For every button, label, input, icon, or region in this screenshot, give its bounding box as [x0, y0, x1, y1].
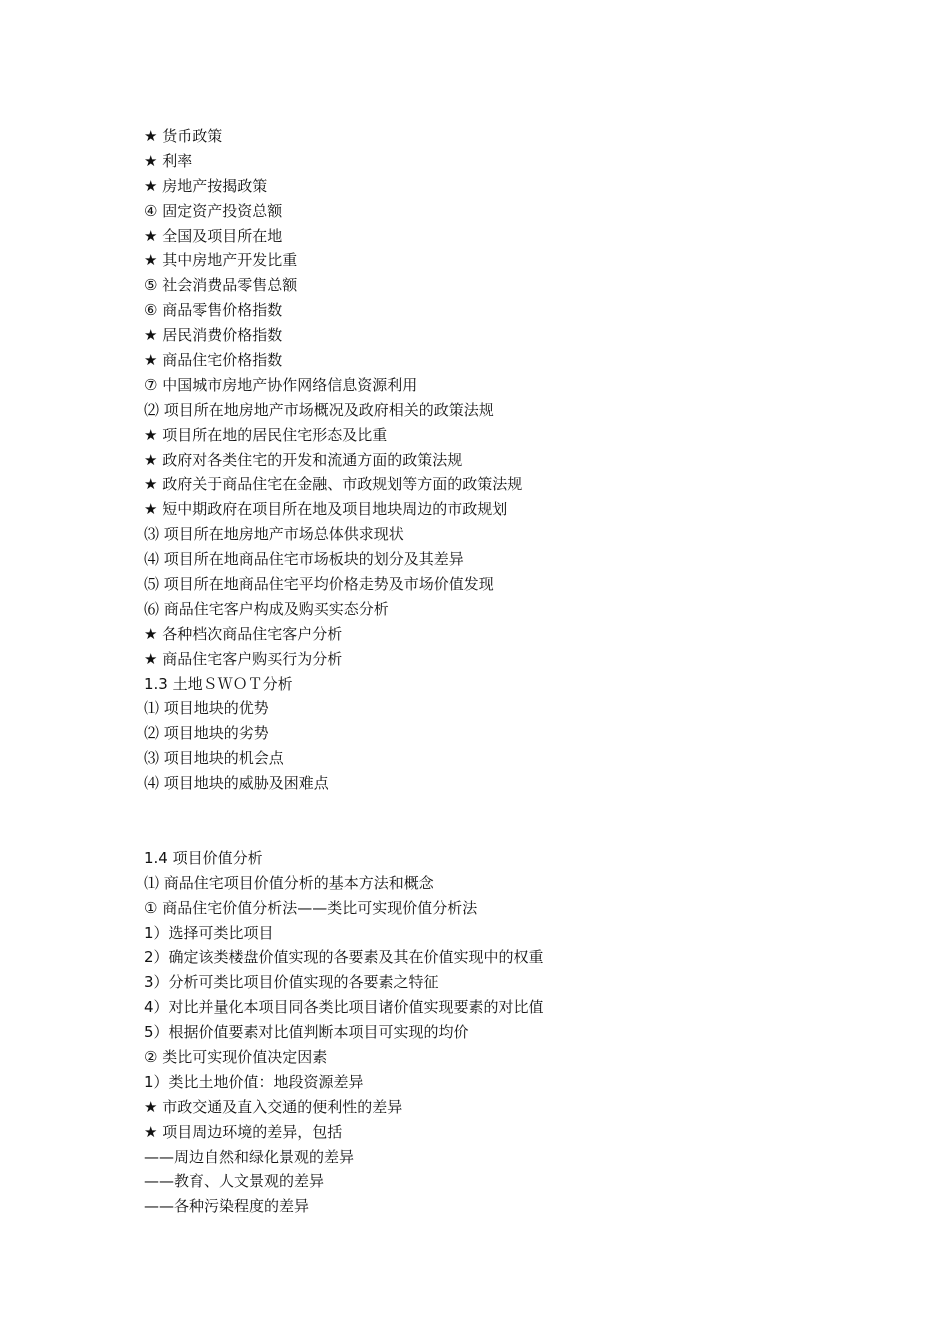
text-line: ——周边自然和绿化景观的差异 [144, 1147, 355, 1166]
text-line: 3）分析可类比项目价值实现的各要素之特征 [144, 973, 439, 992]
text-line: ⑹ 商品住宅客户构成及购买实态分析 [144, 599, 389, 618]
section-market-analysis [144, 124, 844, 796]
text-line: ★ 商品住宅客户购买行为分析 [144, 649, 343, 668]
text-line: 1）选择可类比项目 [144, 923, 274, 942]
text-line: ⑶ 项目所在地房地产市场总体供求现状 [144, 525, 404, 544]
text-line: ★ 政府关于商品住宅在金融、市政规划等方面的政策法规 [144, 475, 523, 494]
text-line: ★ 商品住宅价格指数 [144, 351, 283, 370]
text-line: ⑴ 项目地块的优势 [144, 699, 269, 718]
text-line: ★ 利率 [144, 151, 193, 170]
text-line: ⑵ 项目所在地房地产市场概况及政府相关的政策法规 [144, 400, 494, 419]
text-line: ★ 其中房地产开发比重 [144, 251, 298, 270]
text-line: ④ 固定资产投资总额 [144, 201, 283, 220]
text-line: ⑸ 项目所在地商品住宅平均价格走势及市场价值发现 [144, 575, 494, 594]
text-line: ★ 短中期政府在项目所在地及项目地块周边的市政规划 [144, 500, 508, 519]
text-line: ⑦ 中国城市房地产协作网络信息资源利用 [144, 375, 418, 394]
text-line: ★ 货币政策 [144, 127, 223, 145]
text-line: ⑥ 商品零售价格指数 [144, 301, 283, 320]
text-line: ⑤ 社会消费品零售总额 [144, 276, 298, 295]
section-value-analysis [144, 846, 844, 1219]
text-line: 5）根据价值要素对比值判断本项目可实现的均价 [144, 1023, 469, 1042]
document-body [144, 124, 844, 1219]
text-line: ★ 项目周边环境的差异，包括 [144, 1122, 343, 1141]
text-line: ⑶ 项目地块的机会点 [144, 749, 284, 768]
text-line: ⑷ 项目地块的威胁及困难点 [144, 774, 329, 793]
text-line: 4）对比并量化本项目同各类比项目诸价值实现要素的对比值 [144, 998, 544, 1017]
text-line: ★ 房地产按揭政策 [144, 176, 268, 195]
text-line: 2）确定该类楼盘价值实现的各要素及其在价值实现中的权重 [144, 948, 544, 967]
text-line: ★ 居民消费价格指数 [144, 326, 283, 345]
text-line: 1.4 项目价值分析 [144, 848, 263, 867]
text-line: ⑵ 项目地块的劣势 [144, 724, 269, 743]
text-line: ★ 全国及项目所在地 [144, 226, 283, 245]
text-line: ——各种污染程度的差异 [144, 1197, 310, 1216]
text-line: ② 类比可实现价值决定因素 [144, 1047, 328, 1066]
text-line: ⑷ 项目所在地商品住宅市场板块的划分及其差异 [144, 550, 464, 569]
text-line: ★ 政府对各类住宅的开发和流通方面的政策法规 [144, 450, 463, 469]
text-line: ① 商品住宅价值分析法——类比可实现价值分析法 [144, 898, 478, 917]
text-line: 1.3 土地ＳＷＯＴ分析 [144, 674, 293, 693]
text-line: 1）类比土地价值：地段资源差异 [144, 1072, 364, 1091]
text-line: ★ 项目所在地的居民住宅形态及比重 [144, 425, 388, 444]
paragraph-gap [144, 796, 844, 846]
text-line: ⑴ 商品住宅项目价值分析的基本方法和概念 [144, 873, 434, 892]
text-line: ★ 各种档次商品住宅客户分析 [144, 624, 343, 643]
text-line: ——教育、人文景观的差异 [144, 1172, 325, 1191]
text-line: ★ 市政交通及直入交通的便利性的差异 [144, 1097, 403, 1116]
